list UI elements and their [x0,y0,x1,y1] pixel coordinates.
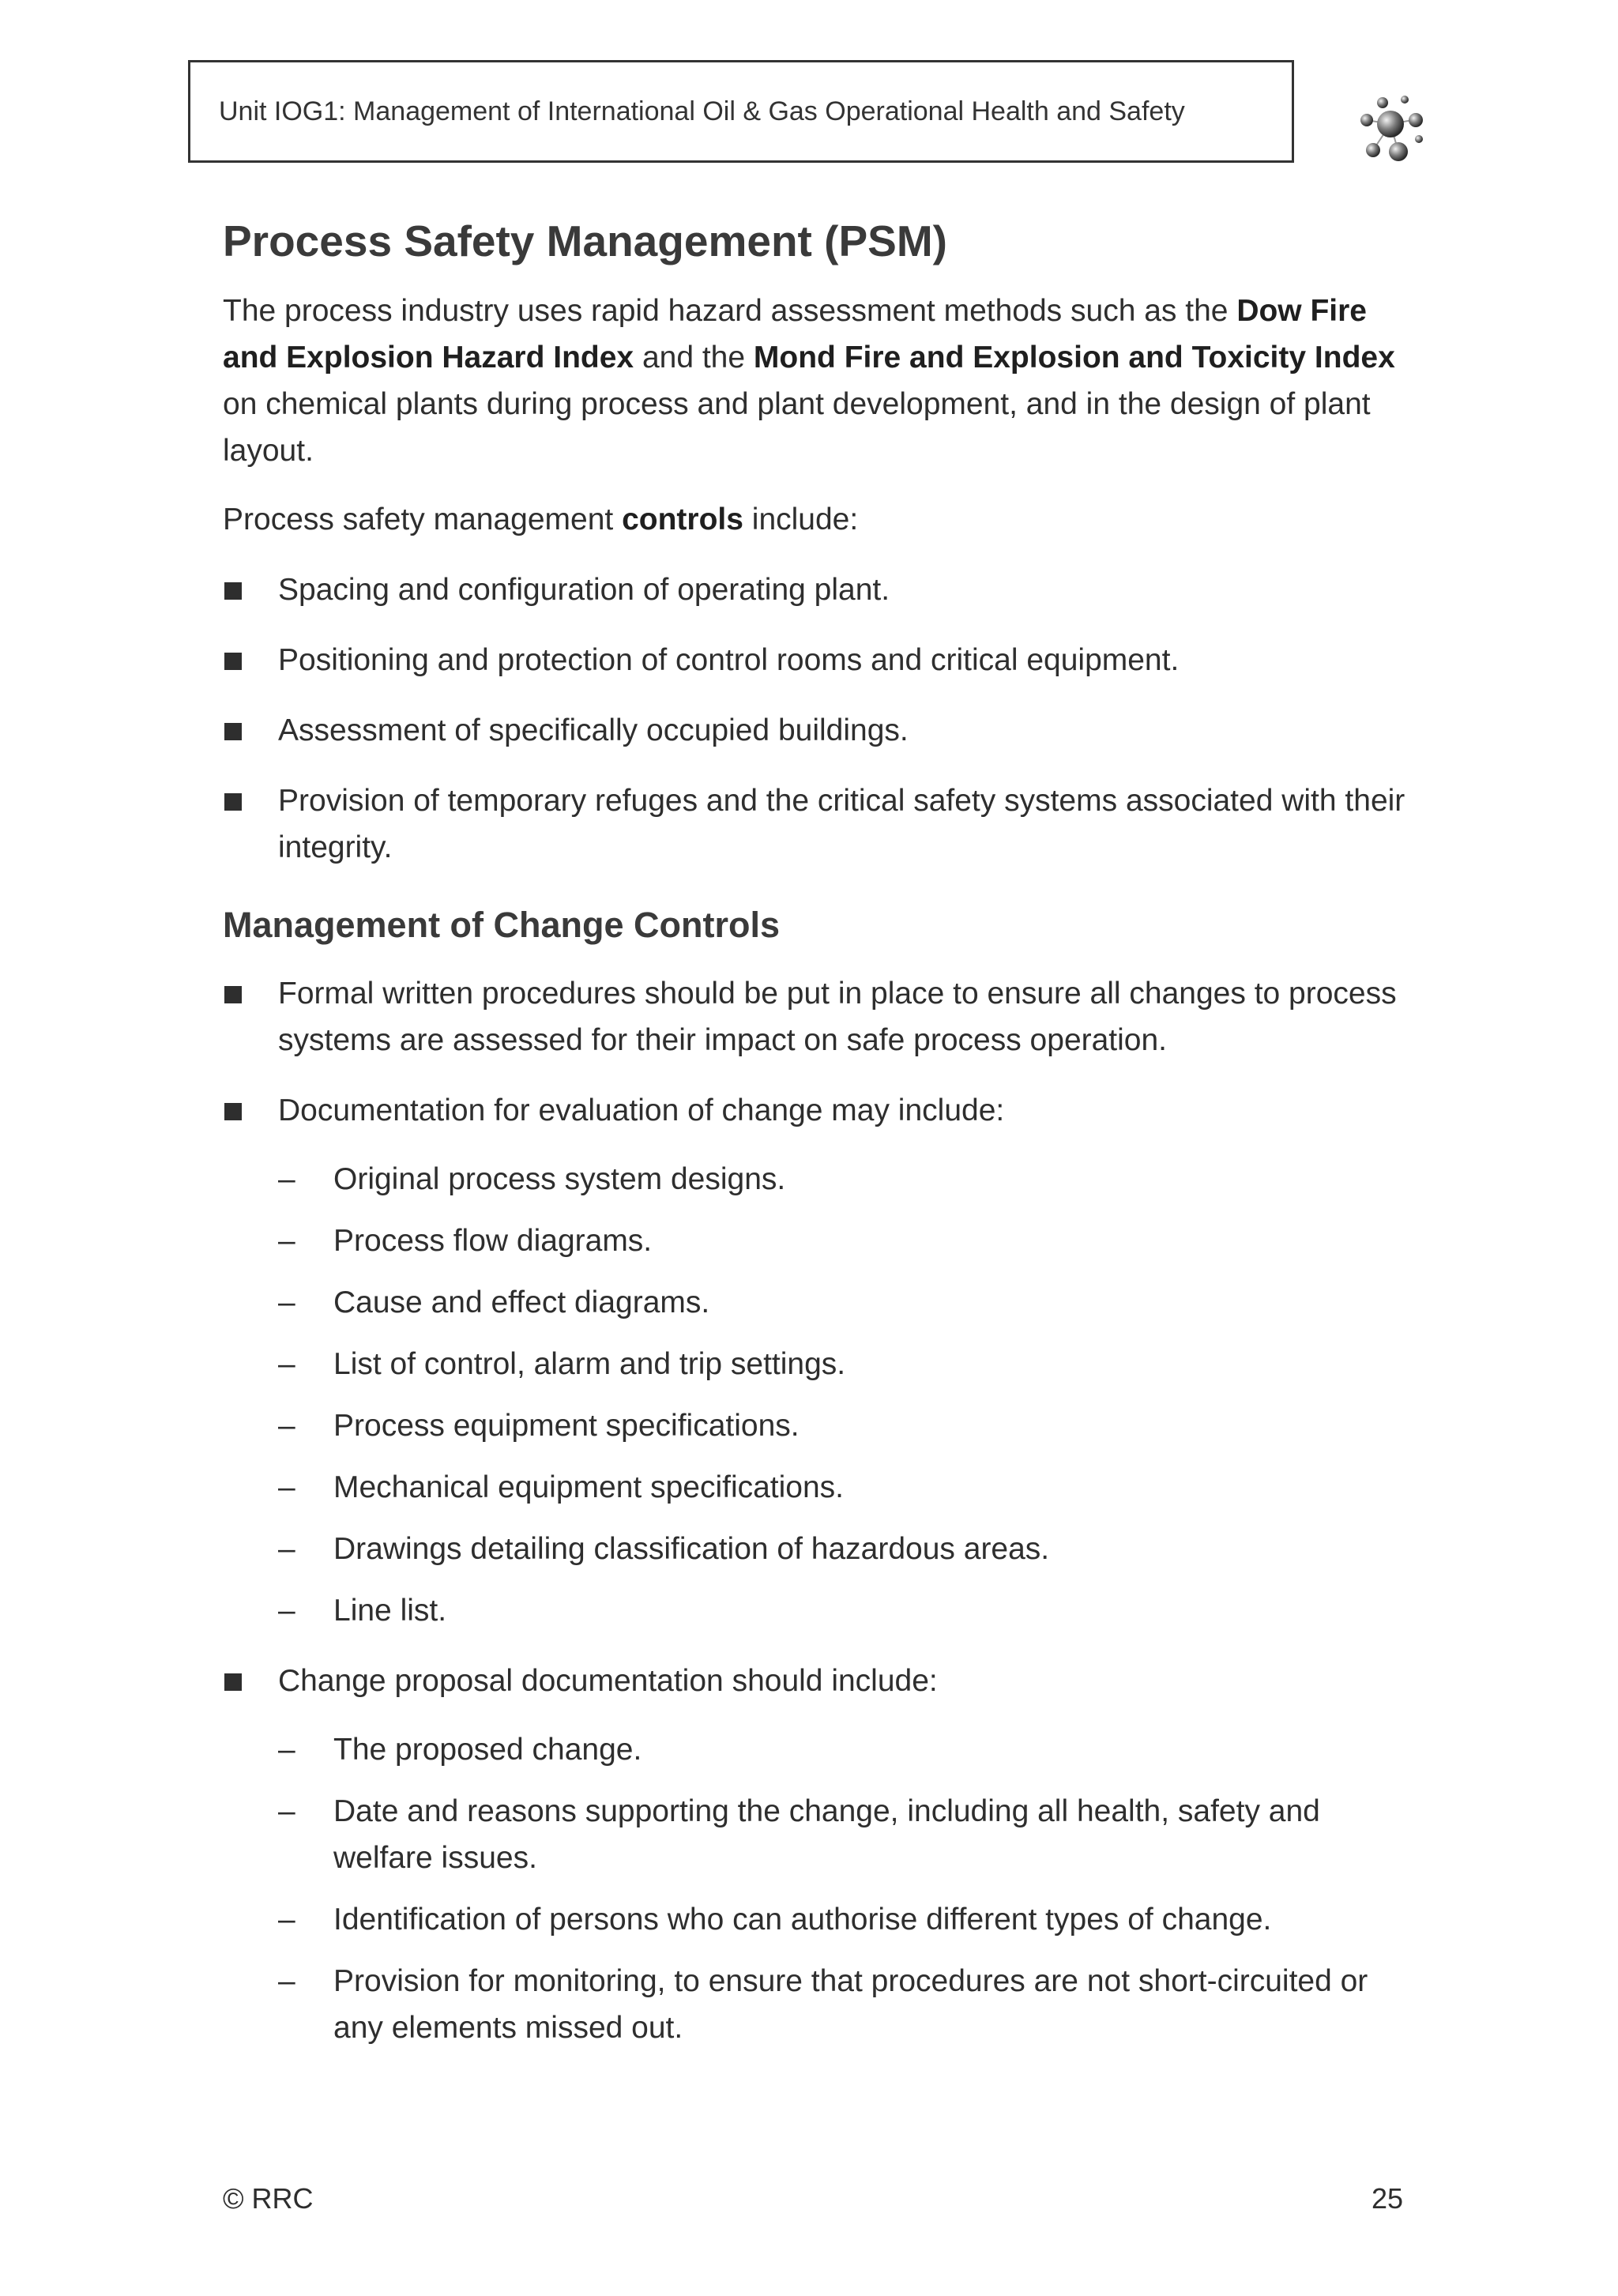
sublist-item-text: The proposed change. [333,1733,642,1767]
controls-term: controls [622,502,743,536]
square-bullet-icon [224,653,242,670]
dash-bullet-icon: – [278,1733,295,1767]
sublist-item [278,1726,1408,1773]
list-item [223,970,1408,1063]
sublist-item [278,1402,1408,1449]
list-item-text: Formal written procedures should be put in place to ensure all changes to process systems are assessed for their impact on safe process operation. [278,977,1397,1057]
sublist-item-text: Line list. [333,1594,447,1628]
list-item [223,777,1408,871]
list-item [223,1087,1408,1634]
dash-bullet-icon: – [278,1794,295,1828]
sublist-item-text: Provision for monitoring, to ensure that procedures are not short-circuited or any elements missed out. [333,1964,1368,2045]
sublist-item [278,1587,1408,1634]
sublist-item-text: Process flow diagrams. [333,1224,653,1258]
list-item-text: Change proposal documentation should include: [278,1664,938,1698]
dash-bullet-icon: – [278,1594,295,1628]
intro-text-1: The process industry uses rapid hazard assessment methods such as the [223,293,1237,328]
dash-bullet-icon: – [278,1964,295,1998]
sublist-item-text: List of control, alarm and trip settings. [333,1347,846,1381]
square-bullet-icon [224,1103,242,1120]
sublist-item [278,1896,1408,1943]
sublist-item [278,1464,1408,1511]
sublist-item-text: Original process system designs. [333,1162,786,1196]
dash-bullet-icon: – [278,1162,295,1196]
dash-bullet-icon: – [278,1903,295,1937]
page-title: Process Safety Management (PSM) [223,216,947,265]
list-item [223,566,1408,613]
sublist-item [278,1156,1408,1203]
intro-paragraph [223,288,1408,474]
moc-list [223,970,1408,2051]
sublist-item [278,1341,1408,1387]
square-bullet-icon [224,986,242,1003]
controls-intro [223,496,1408,543]
controls-text-1: Process safety management [223,502,623,536]
moc-heading: Management of Change Controls [223,904,781,945]
sublist-item-text: Process equipment specifications. [333,1409,800,1443]
list-item [223,1658,1408,2051]
copyright-text: © RRC [223,2182,314,2215]
controls-text-2: include: [743,502,859,536]
sublist-item-text: Date and reasons supporting the change, including all health, safety and welfare issues. [333,1794,1320,1875]
list-item-text: Provision of temporary refuges and the critical safety systems associated with their integrity. [278,783,1405,864]
sublist-item [278,1279,1408,1326]
molecule-logo-icon [1343,88,1438,167]
list-item-text: Spacing and configuration of operating plant. [278,572,890,607]
square-bullet-icon [224,723,242,740]
dash-bullet-icon: – [278,1347,295,1381]
list-item [223,637,1408,683]
dash-bullet-icon: – [278,1409,295,1443]
list-item-text: Positioning and protection of control rooms and critical equipment. [278,642,1180,677]
proposal-sublist [278,1726,1408,2051]
list-item [223,707,1408,754]
dash-bullet-icon: – [278,1285,295,1319]
unit-header-text: Unit IOG1: Management of International Oil & Gas Operational Health and Safety [219,96,1185,126]
sublist-item [278,1788,1408,1881]
intro-text-2: and the [634,340,754,375]
square-bullet-icon [224,1673,242,1691]
list-item-text: Assessment of specifically occupied buildings. [278,713,909,747]
intro-text-3: on chemical plants during process and plant development, and in the design of plant layout. [223,386,1371,468]
page-number: 25 [1371,2182,1403,2215]
sublist-item-text: Identification of persons who can authorise different types of change. [333,1903,1272,1937]
dash-bullet-icon: – [278,1224,295,1258]
documentation-sublist [278,1156,1408,1634]
dow-index-term: Dow Fire and Explosion Hazard Index [223,293,1367,375]
mond-index-term: Mond Fire and Explosion and Toxicity Index [753,340,1395,375]
sublist-item-text: Mechanical equipment specifications. [333,1470,845,1504]
header-box [188,60,1294,163]
controls-list [223,566,1408,871]
dash-bullet-icon: – [278,1470,295,1504]
sublist-item [278,1218,1408,1264]
sublist-item [278,1526,1408,1572]
sublist-item-text: Cause and effect diagrams. [333,1285,710,1319]
list-item-text: Documentation for evaluation of change may include: [278,1093,1005,1127]
square-bullet-icon [224,793,242,811]
square-bullet-icon [224,582,242,600]
dash-bullet-icon: – [278,1532,295,1566]
page-content [223,213,1408,2075]
sublist-item-text: Drawings detailing classification of hazardous areas. [333,1532,1050,1566]
sublist-item [278,1958,1408,2051]
